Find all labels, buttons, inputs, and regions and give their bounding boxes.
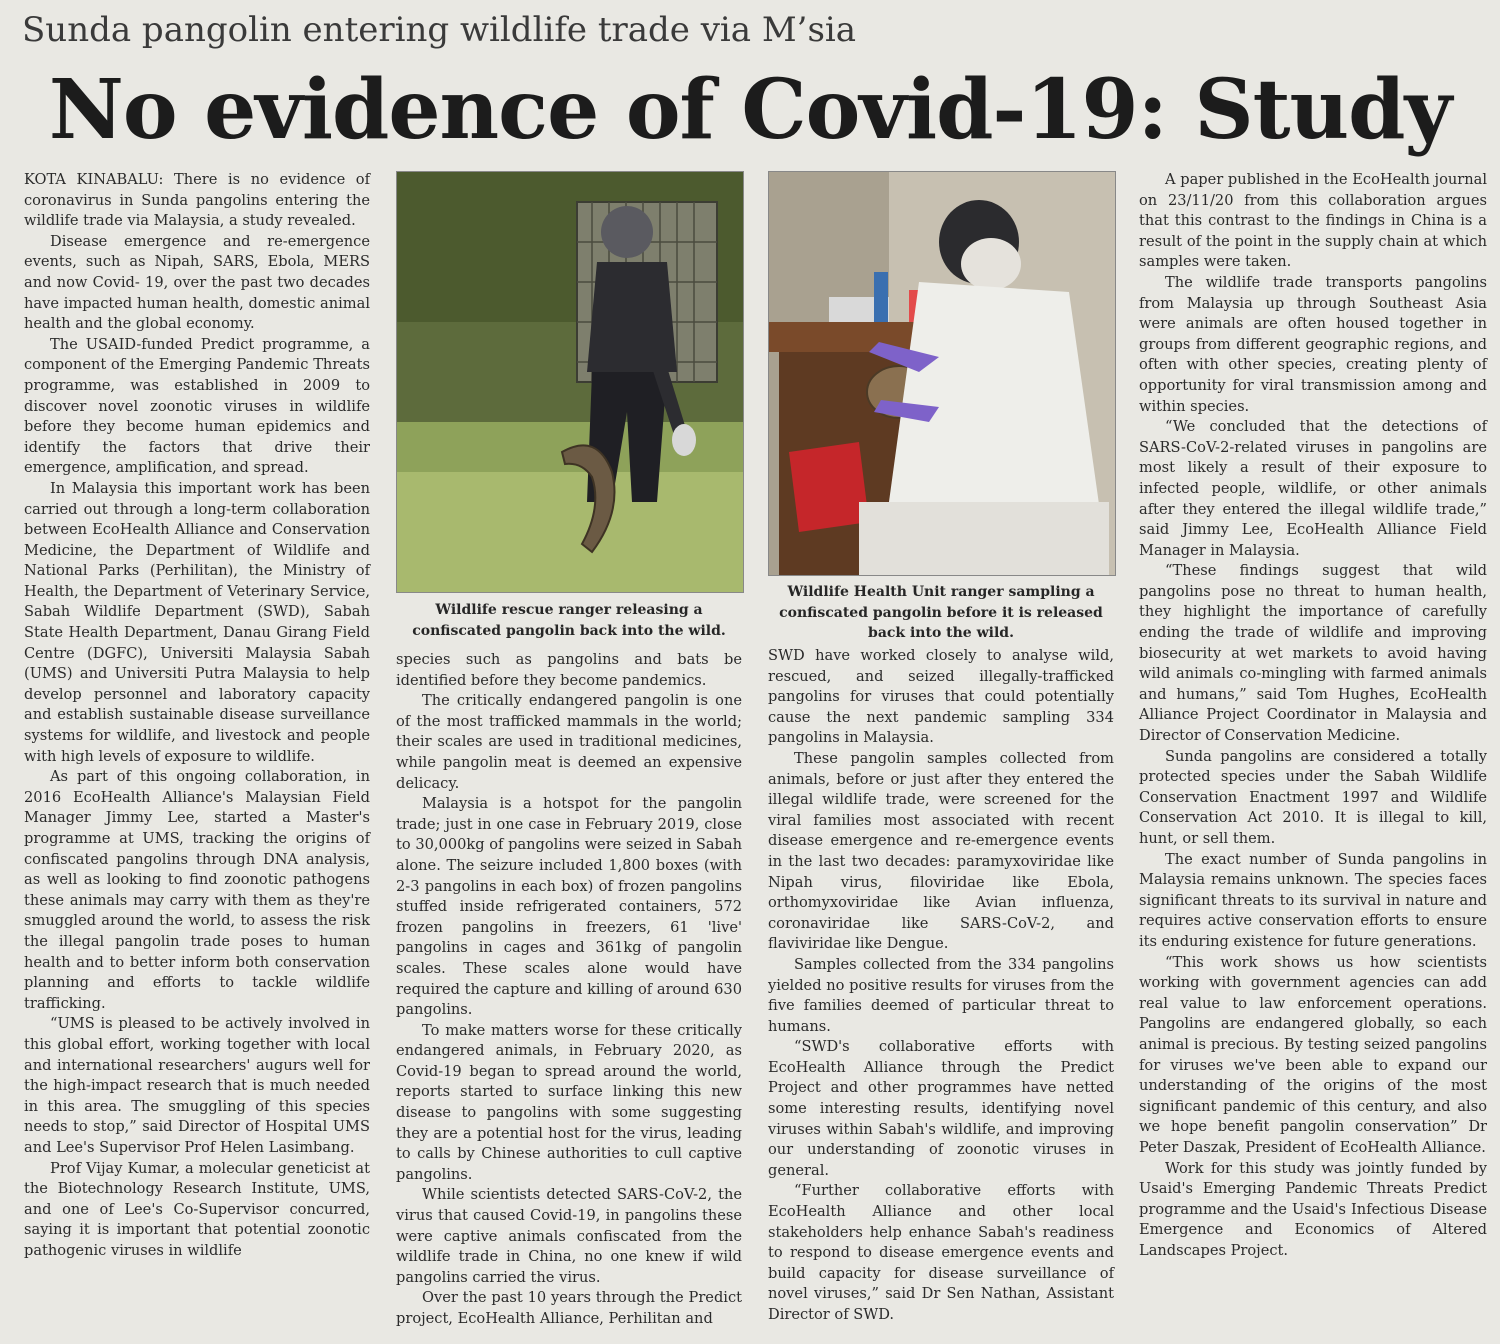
paragraph: KOTA KINABALU: There is no evidence of coronavirus in Sunda pangolins entering the wildlife trade via Malaysia, a study revealed. [24, 171, 370, 230]
paragraph: The USAID-funded Predict programme, a component of the Emerging Pandemic Threats programme, was established in 2009 to discover novel zoonotic viruses in wildlife before they become human epidemics and identify the factors that drive their emergence, amplification, and spread. [24, 335, 370, 477]
paragraph: “This work shows us how scientists working with government agencies can add real value to law enforcement operations. Pangolins are endangered globally, so each animal is precious. By testing seized pangolins for viruses we've been able to expand our understanding of the origins of the most significant pandemic of this century, and also we hope benefit pangolin conservation” Dr Peter Daszak, President of EcoHealth Alliance. [1139, 953, 1487, 1156]
article-column-3 [768, 646, 1114, 1326]
paragraph: “These findings suggest that wild pangolins pose no threat to human health, they highlight the importance of carefully ending the trade of wildlife and improving biosecurity at wet markets to avoid having wild animals co-mingling with farmed animals and humans,” said Tom Hughes, EcoHealth Alliance Project Coordinator in Malaysia and Director of Conservation Medicine. [1139, 562, 1487, 745]
photo-health-unit-sampling [768, 171, 1116, 576]
paragraph: species such as pangolins and bats be identified before they become pandemics. [396, 651, 742, 689]
photo-caption-1: Wildlife rescue ranger releasing a confiscated pangolin back into the wild. [412, 602, 726, 639]
paragraph: While scientists detected SARS-CoV-2, the virus that caused Covid-19, in pangolins these were captive animals confiscated from the wildlife trade in China, no one knew if wild pangolins carried the virus. [396, 1186, 742, 1286]
photo-caption-2: Wildlife Health Unit ranger sampling a confiscated pangolin before it is released back into the wild. [779, 584, 1103, 641]
paragraph: Disease emergence and re-emergence events, such as Nipah, SARS, Ebola, MERS and now Covid- 19, over the past two decades have impacted human health, domestic animal health and the global economy. [24, 232, 370, 333]
paragraph: “We concluded that the detections of SARS-CoV-2-related viruses in pangolins are most likely a result of their exposure to infected people, wildlife, or other animals after they entered the illegal wildlife trade,” said Jimmy Lee, EcoHealth Alliance Field Manager in Malaysia. [1139, 418, 1487, 559]
paragraph: Samples collected from the 334 pangolins yielded no positive results for viruses from the five families deemed of particular threat to humans. [768, 955, 1114, 1035]
paragraph: Malaysia is a hotspot for the pangolin trade; just in one case in February 2019, close to 30,000kg of pangolins were seized in Sabah alone. The seizure included 1,800 boxes (with 2-3 pangolins in each box) of frozen pangolins stuffed inside refrigerated containers, 572 frozen pangolins in freezers, 61 'live' pangolins in cages and 361kg of pangolin scales. These scales alone would have required the capture and killing of around 630 pangolins. [396, 795, 742, 1019]
headline: No evidence of Covid-19: Study [48, 62, 1452, 158]
article-column-4 [1139, 170, 1487, 1261]
paragraph: “UMS is pleased to be actively involved in this global effort, working together with local and international researchers' augurs well for the high-impact research that is much needed in this area. The smuggling of this species needs to stop,” said Director of Hospital UMS and Lee's Supervisor Prof Helen Lasimbang. [24, 1015, 370, 1156]
photo-ranger-releasing-pangolin [396, 171, 744, 593]
paragraph: Prof Vijay Kumar, a molecular geneticist at the Biotechnology Research Institute, UMS, and one of Lee's Co-Supervisor concurred, saying it is important that potential zoonotic pathogenic viruses in wildlife [24, 1159, 370, 1259]
article-column-2 [396, 650, 742, 1330]
paragraph: Over the past 10 years through the Predict project, EcoHealth Alliance, Perhilitan and [396, 1289, 742, 1327]
kicker-subheadline: Sunda pangolin entering wildlife trade via M’sia [22, 10, 857, 50]
paragraph: A paper published in the EcoHealth journal on 23/11/20 from this collaboration argues that this contrast to the findings in China is a result of the point in the supply chain at which samples were taken. [1139, 171, 1487, 271]
paragraph: The exact number of Sunda pangolins in Malaysia remains unknown. The species faces significant threats to its survival in nature and requires active conservation efforts to ensure its enduring existence for future generations. [1139, 850, 1487, 950]
photo-illustration [397, 172, 743, 592]
paragraph: Work for this study was jointly funded by Usaid's Emerging Pandemic Threats Predict programme and the Usaid's Infectious Disease Emergence and Economics of Altered Landscapes Project. [1139, 1159, 1487, 1259]
paragraph: Sunda pangolins are considered a totally protected species under the Sabah Wildlife Conservation Enactment 1997 and Wildlife Conservation Act 2010. It is illegal to kill, hunt, or sell them. [1139, 747, 1487, 847]
paragraph: The wildlife trade transports pangolins from Malaysia up through Southeast Asia were animals are often housed together in groups from different geographic regions, and often with other species, creating plenty of opportunity for viral transmission among and within species. [1139, 273, 1487, 415]
article-column-1 [24, 170, 370, 1261]
paragraph: As part of this ongoing collaboration, in 2016 EcoHealth Alliance's Malaysian Field Manager Jimmy Lee, started a Master's programme at UMS, tracking the origins of confiscated pangolins through DNA analysis, as well as looking to find zoonotic pathogens these animals may carry with them as they're smuggled around the world, to assess the risk the illegal pangolin trade poses to human health and to better inform both conservation planning and efforts to tackle wildlife trafficking. [24, 768, 370, 1012]
paragraph: “SWD's collaborative efforts with EcoHealth Alliance through the Predict Project and other programmes have netted some interesting results, identifying novel viruses within Sabah's wildlife, and improving our understanding of zoonotic viruses in general. [768, 1038, 1114, 1179]
paragraph: “Further collaborative efforts with EcoHealth Alliance and other local stakeholders help enhance Sabah's readiness to respond to disease emergence events and build capacity for disease surveillance of novel viruses,” said Dr Sen Nathan, Assistant Director of SWD. [768, 1182, 1114, 1323]
paragraph: These pangolin samples collected from animals, before or just after they entered the illegal wildlife trade, were screened for the viral families most associated with recent disease emergence and re-emergence events in the last two decades: paramyxoviridae like Nipah virus, filoviridae like Ebola, orthomyxoviridae like Avian influenza, coronaviridae like SARS-CoV-2, and flaviviridae like Dengue. [768, 749, 1114, 953]
paragraph: To make matters worse for these critically endangered animals, in February 2020, as Covid-19 began to spread around the world, reports started to surface linking this new disease to pangolins with some suggesting they are a potential host for the virus, leading to calls by Chinese authorities to cull captive pangolins. [396, 1021, 742, 1183]
paragraph: The critically endangered pangolin is one of the most trafficked mammals in the world; their scales are used in traditional medicines, while pangolin meat is deemed an expensive delicacy. [396, 692, 742, 792]
paragraph: In Malaysia this important work has been carried out through a long-term collaboration between EcoHealth Alliance and Conservation Medicine, the Department of Wildlife and National Parks (Perhilitan), the Ministry of Health, the Department of Veterinary Service, Sabah Wildlife Department (SWD), Sabah State Health Department, Danau Girang Field Centre (DGFC), Universiti Malaysia Sabah (UMS) and Universiti Putra Malaysia to help develop personnel and laboratory capacity and establish sustainable disease surveillance systems for wildlife, and livestock and people with high levels of exposure to wildlife. [24, 479, 370, 765]
paragraph: SWD have worked closely to analyse wild, rescued, and seized illegally-trafficked pangolins for viruses that could potentially cause the next pandemic sampling 334 pangolins in Malaysia. [768, 647, 1114, 747]
photo-illustration [769, 172, 1115, 575]
